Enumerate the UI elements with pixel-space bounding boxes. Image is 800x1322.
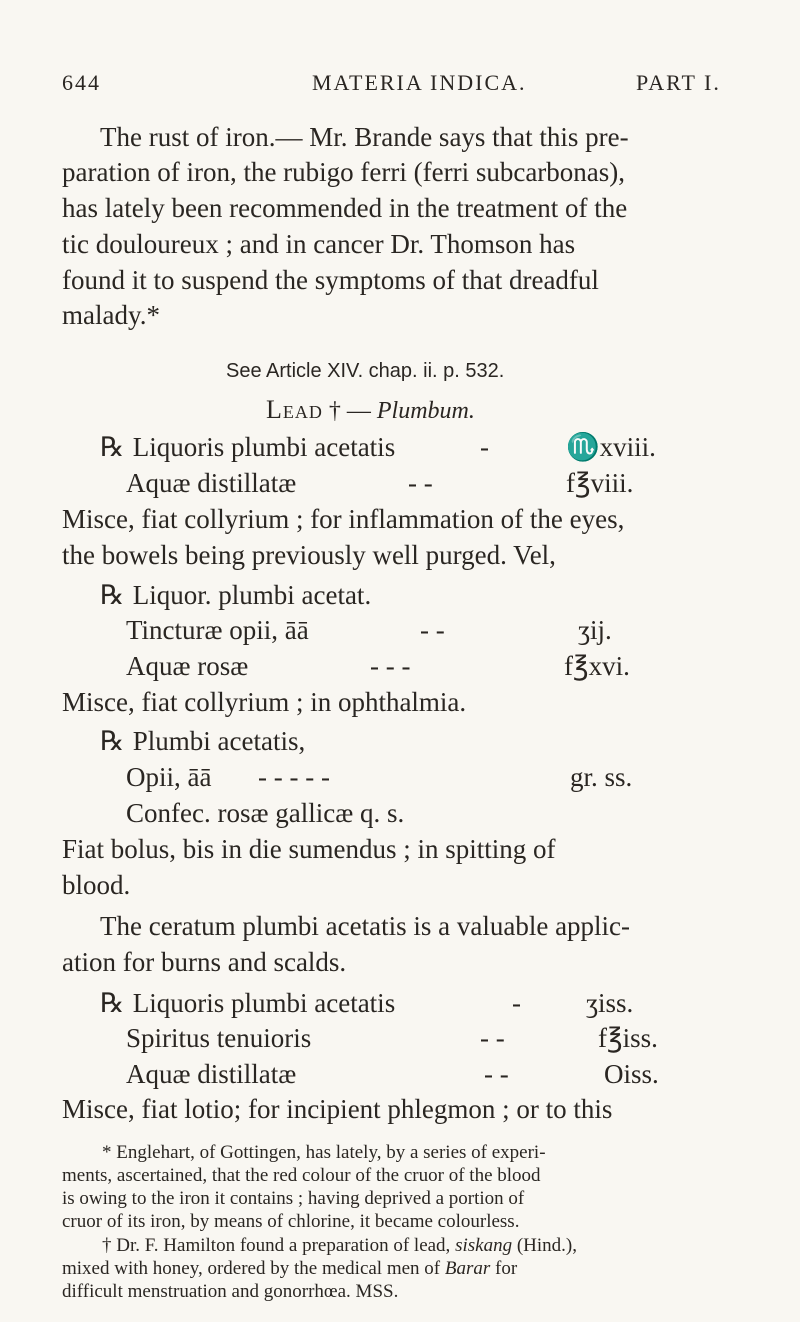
recipe4-ingredient-2: Spiritus tenuioris bbox=[126, 1023, 312, 1053]
footnote-star-line-1: * Englehart, of Gottingen, has lately, by a series of experi- bbox=[102, 1142, 546, 1163]
recipe-symbol: ℞ bbox=[100, 580, 125, 610]
recipe2-directions-1: Misce, fiat collyrium ; in ophthalmia. bbox=[62, 687, 467, 717]
rust-line-5: found it to suspend the symptoms of that dreadful bbox=[62, 265, 599, 295]
see-article-reference: See Article XIV. chap. ii. p. 532. bbox=[226, 360, 505, 382]
recipe2-line-1 bbox=[100, 578, 371, 612]
recipe3-dashes-2: - - - - - bbox=[258, 762, 330, 792]
recipe1-ingredient-2: Aquæ distillatæ bbox=[126, 468, 297, 498]
footnote-dagger-line-2 bbox=[62, 1257, 517, 1280]
footnote-dagger-rest: (Hind.), bbox=[512, 1235, 577, 1256]
recipe3-directions-2: blood. bbox=[62, 870, 131, 900]
recipe2-ingredient-1: Liquor. plumbi acetat. bbox=[132, 580, 372, 610]
recipe3-dose-2: gr. ss. bbox=[570, 762, 633, 792]
recipe3-ingredient-1: Plumbi acetatis, bbox=[132, 726, 306, 756]
lead-heading bbox=[266, 395, 475, 425]
recipe1-dose-2: f℥viii. bbox=[566, 468, 634, 498]
lead-heading-dash: — bbox=[346, 398, 371, 424]
running-title: MATERIA INDICA. bbox=[312, 70, 527, 95]
recipe4-line-1 bbox=[100, 986, 395, 1020]
footnote-star-line-4: cruor of its iron, by means of chlorine, it became colourless. bbox=[62, 1211, 520, 1232]
footnote-star-line-3: is owing to the iron it contains ; having deprived a portion of bbox=[62, 1188, 525, 1209]
recipe1-line-1 bbox=[100, 430, 395, 464]
recipe3-ingredient-3: Confec. rosæ gallicæ q. s. bbox=[126, 798, 405, 828]
rust-line-1: The rust of iron.— Mr. Brande says that this pre- bbox=[100, 122, 629, 152]
recipe4-dose-2: f℥iss. bbox=[598, 1023, 658, 1053]
recipe2-dose-3: f℥xvi. bbox=[564, 651, 630, 681]
recipe2-dashes-3: - - - bbox=[370, 651, 411, 681]
recipe1-dashes-1: - bbox=[480, 432, 489, 462]
recipe4-directions-1: Misce, fiat lotio; for incipient phlegmon ; or to this bbox=[62, 1094, 613, 1124]
recipe4-dashes-2: - - bbox=[480, 1023, 505, 1053]
footnote-dagger-italic: siskang bbox=[455, 1235, 513, 1256]
footnote-dagger-italic-2: Barar bbox=[444, 1258, 491, 1279]
recipe4-dashes-3: - - bbox=[484, 1059, 509, 1089]
recipe4-dose-1: ʒiss. bbox=[586, 988, 634, 1018]
recipe1-ingredient-1: Liquoris plumbi acetatis bbox=[132, 432, 396, 462]
recipe-symbol: ℞ bbox=[100, 988, 125, 1018]
recipe3-line-1 bbox=[100, 724, 305, 758]
rust-line-2: paration of iron, the rubigo ferri (ferri subcarbonas), bbox=[62, 157, 626, 187]
recipe1-directions-2: the bowels being previously well purged. Vel, bbox=[62, 540, 556, 570]
ceratum-line-1: The ceratum plumbi acetatis is a valuable applic- bbox=[100, 911, 631, 941]
rust-line-6: malady.* bbox=[62, 300, 160, 330]
recipe3-ingredient-2: Opii, āā bbox=[126, 762, 212, 792]
footnote-dagger-prefix: † Dr. F. Hamilton found a preparation of lead, bbox=[102, 1235, 456, 1256]
ceratum-line-2: ation for burns and scalds. bbox=[62, 947, 347, 977]
recipe2-dose-2: ʒij. bbox=[578, 615, 612, 645]
recipe1-directions-1: Misce, fiat collyrium ; for inflammation of the eyes, bbox=[62, 504, 625, 534]
lead-heading-latin: Plumbum. bbox=[376, 398, 475, 424]
footnote-dagger-line2-rest: for bbox=[490, 1258, 518, 1279]
page-number: 644 bbox=[62, 70, 101, 95]
footnote-star-line-2: ments, ascertained, that the red colour of the cruor of the blood bbox=[62, 1165, 541, 1186]
recipe-symbol: ℞ bbox=[100, 726, 125, 756]
recipe3-directions-1: Fiat bolus, bis in die sumendus ; in spitting of bbox=[62, 834, 556, 864]
recipe2-dashes-2: - - bbox=[420, 615, 445, 645]
footnote-dagger-line-1 bbox=[102, 1234, 577, 1257]
recipe-symbol: ℞ bbox=[100, 432, 125, 462]
recipe4-dose-3: Oiss. bbox=[604, 1059, 659, 1089]
recipe4-ingredient-3: Aquæ distillatæ bbox=[126, 1059, 297, 1089]
footnote-dagger-line-3: difficult menstruation and gonorrhœa. MSS. bbox=[62, 1281, 399, 1302]
lead-heading-name: Lead bbox=[266, 395, 323, 424]
recipe4-ingredient-1: Liquoris plumbi acetatis bbox=[132, 988, 396, 1018]
lead-heading-dagger: † bbox=[328, 398, 341, 424]
footnote-dagger-line2-text: mixed with honey, ordered by the medical men of bbox=[62, 1258, 445, 1279]
recipe2-ingredient-2: Tincturæ opii, āā bbox=[126, 615, 309, 645]
recipe2-ingredient-3: Aquæ rosæ bbox=[126, 651, 249, 681]
recipe4-dashes-1: - bbox=[512, 988, 521, 1018]
rust-line-3: has lately been recommended in the treatment of the bbox=[62, 193, 628, 223]
recipe1-dose-1: ♏xviii. bbox=[566, 432, 656, 462]
rust-line-4: tic douloureux ; and in cancer Dr. Thomson has bbox=[62, 229, 576, 259]
part-label: PART I. bbox=[636, 70, 721, 95]
recipe1-dashes-2: - - bbox=[408, 468, 433, 498]
